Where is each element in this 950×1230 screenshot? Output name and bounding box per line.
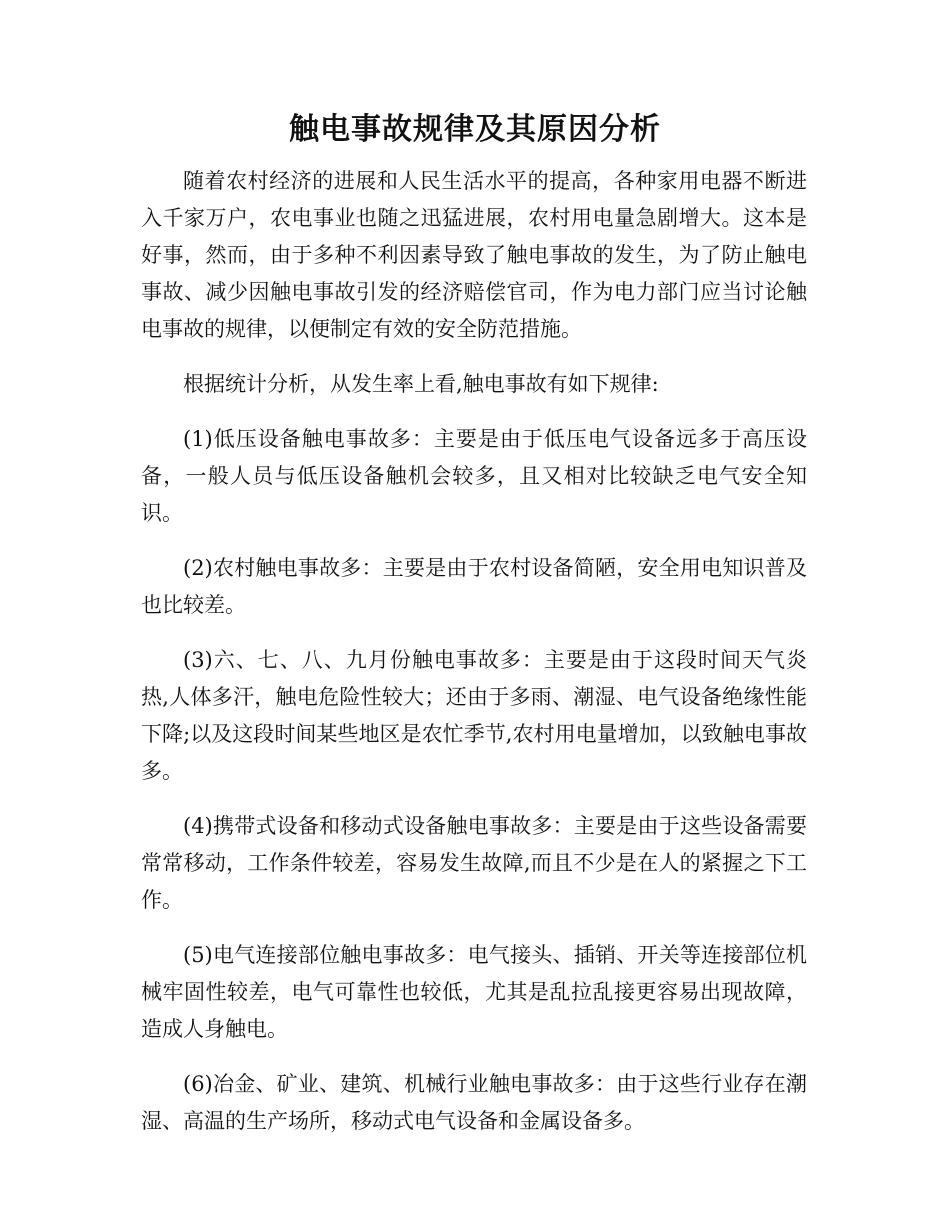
paragraph-rule-1: (1)低压设备触电事故多：主要是由于低压电气设备远多于高压设备，一般人员与低压设备触机会较多，且又相对比较缺乏电气安全知识。 xyxy=(141,427,807,525)
paragraph-rule-2: (2)农村触电事故多：主要是由于农村设备简陋，安全用电知识普及也比较差。 xyxy=(141,556,807,617)
paragraph-rule-3: (3)六、七、八、九月份触电事故多：主要是由于这段时间天气炎热,人体多汗，触电危险性较大；还由于多雨、潮湿、电气设备绝缘性能下降;以及这段时间某些地区是农忙季节,农村用电量增加，以致触电事故多。 xyxy=(141,648,807,783)
document-body xyxy=(141,163,807,1158)
paragraph-rule-4: (4)携带式设备和移动式设备触电事故多：主要是由于这些设备需要常常移动，工作条件较差，容易发生故障,而且不少是在人的紧握之下工作。 xyxy=(141,814,807,912)
paragraph-rule-5: (5)电气连接部位触电事故多：电气接头、插销、开关等连接部位机械牢固性较差，电气可靠性也较低，尤其是乱拉乱接更容易出现故障，造成人身触电。 xyxy=(141,943,807,1041)
paragraph-rule-6: (6)冶金、矿业、建筑、机械行业触电事故多：由于这些行业存在潮湿、高温的生产场所，移动式电气设备和金属设备多。 xyxy=(141,1072,807,1133)
document-title: 触电事故规律及其原因分析 xyxy=(289,112,661,147)
paragraph-intro: 随着农村经济的进展和人民生活水平的提高，各种家用电器不断进入千家万户，农电事业也随之迅猛进展，农村用电量急剧增大。这本是好事，然而，由于多种不利因素导致了触电事故的发生，为了防止触电事故、减少因触电事故引发的经济赔偿官司，作为电力部门应当讨论触电事故的规律，以便制定有效的安全防范措施。 xyxy=(141,169,807,341)
paragraph-statistics: 根据统计分析，从发生率上看,触电事故有如下规律: xyxy=(183,372,659,396)
